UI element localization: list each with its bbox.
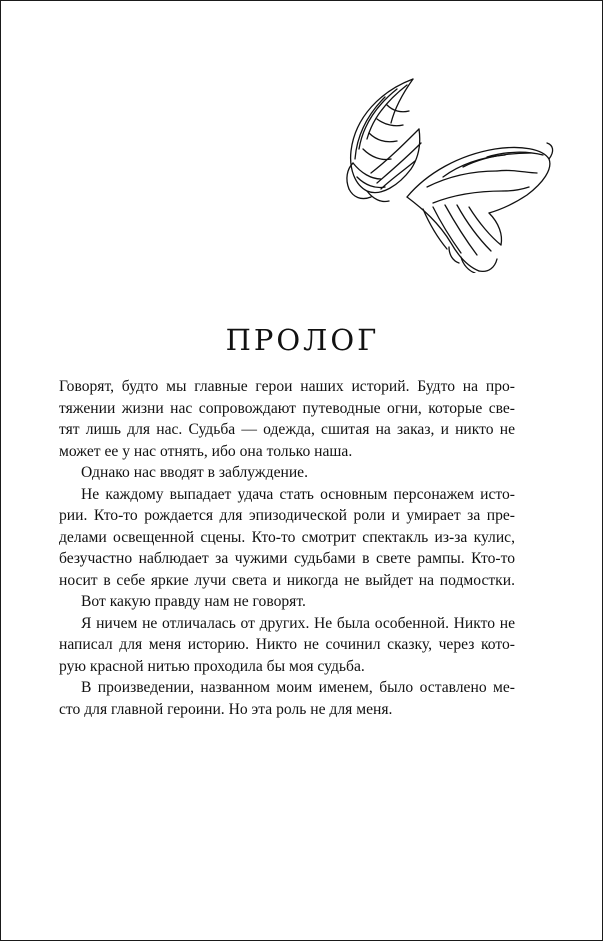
chapter-title: ПРОЛОГ bbox=[225, 323, 380, 357]
text-line: носит в себе яркие лучи света и никогда не выйдет на подмостки. bbox=[59, 571, 515, 589]
text-line: Говорят, будто мы главные герои наших историй. Будто на про- bbox=[59, 378, 515, 395]
right-wing bbox=[407, 143, 553, 273]
text-line: рую красной нитью проходила бы моя судьба. bbox=[59, 657, 365, 675]
text-line: тят лишь для нас. Судьба — одежда, сшитая на заказ, и никто не bbox=[59, 421, 515, 438]
text-line: сто для главной героини. Но эта роль не для меня. bbox=[59, 700, 393, 718]
text-line: делами освещенной сцены. Кто-то смотрит спектакль из-за кулис, bbox=[59, 528, 515, 546]
text-line: безучастно наблюдает за чужими судьбами в свете рампы. Кто-то bbox=[59, 550, 515, 567]
text-line: рии. Кто-то рождается для эпизодической роли и умирает за пре- bbox=[59, 507, 515, 524]
prologue-text bbox=[59, 376, 515, 720]
text-line: Я ничем не отличалась от других. Не была особенной. Никто не bbox=[81, 614, 515, 632]
text-line: может ее у нас отнять, ибо она только наша. bbox=[59, 442, 353, 460]
text-line: Однако нас вводят в заблуждение. bbox=[81, 464, 309, 481]
angel-wings-icon bbox=[341, 73, 556, 273]
text-line: написал для меня историю. Никто не сочинил сказку, через кото- bbox=[59, 636, 515, 653]
text-line: Вот какую правду нам не говорят. bbox=[81, 593, 306, 610]
text-line: тяжении жизни нас сопровождают путеводные огни, которые све- bbox=[59, 399, 515, 417]
text-line: В произведении, названном моим именем, было оставлено ме- bbox=[81, 679, 515, 696]
text-line: Не каждому выпадает удача стать основным персонажем исто- bbox=[81, 485, 515, 503]
left-wing bbox=[347, 79, 421, 202]
